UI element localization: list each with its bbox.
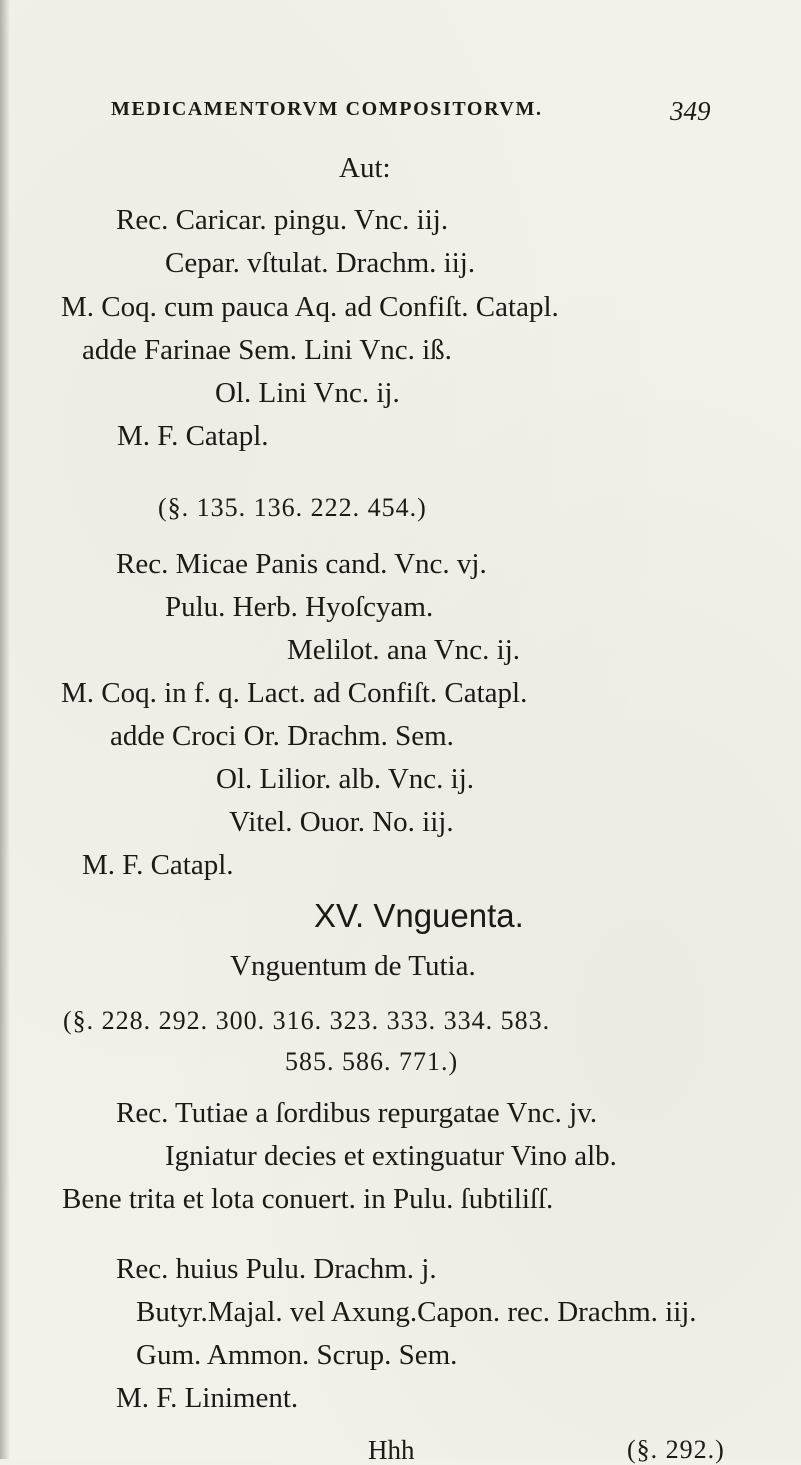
recipe-line: Rec. Caricar. pingu. Vnc. iij.: [116, 204, 449, 236]
aut-heading: Aut:: [339, 152, 391, 184]
recipe-line: Melilot. ana Vnc. ij.: [287, 634, 521, 666]
page-spine-shadow: [0, 0, 10, 1459]
running-title: MEDICAMENTORVM COMPOSITORVM.: [111, 98, 543, 120]
recipe-line: M. F. Liniment.: [116, 1382, 299, 1414]
recipe-line: M. Coq. cum pauca Aq. ad Confiſt. Catapl.: [61, 291, 559, 323]
recipe-line: Igniatur decies et extinguatur Vino alb.: [165, 1140, 617, 1172]
recipe-line: adde Croci Or. Drachm. Sem.: [110, 720, 454, 752]
recipe-line: Cepar. vſtulat. Drachm. iij.: [165, 247, 476, 279]
catchword: (§. 292.): [627, 1435, 725, 1464]
recipe-line: Bene trita et lota conuert. in Pulu. ſubtiliſſ.: [62, 1183, 554, 1215]
section-reference: (§. 135. 136. 222. 454.): [158, 493, 427, 522]
recipe-line: M. F. Catapl.: [117, 420, 269, 452]
page-number: 349: [670, 96, 711, 126]
section-subtitle: Vnguentum de Tutia.: [230, 950, 476, 982]
recipe-line: adde Farinae Sem. Lini Vnc. iß.: [82, 334, 452, 366]
signature-mark: Hhh: [368, 1435, 415, 1465]
recipe-line: Pulu. Herb. Hyoſcyam.: [165, 591, 434, 623]
recipe-line: Rec. Micae Panis cand. Vnc. vj.: [116, 548, 487, 580]
recipe-line: Vitel. Ouor. No. iij.: [229, 806, 454, 838]
section-reference-line2: 585. 586. 771.): [285, 1047, 459, 1076]
recipe-line: M. F. Catapl.: [82, 849, 234, 881]
recipe-line: Ol. Lilior. alb. Vnc. ij.: [216, 763, 475, 795]
section-title: XV. Vnguenta.: [314, 897, 524, 934]
recipe-line: M. Coq. in f. q. Lact. ad Confiſt. Catapl.: [61, 677, 528, 709]
recipe-line: Butyr.Majal. vel Axung.Capon. rec. Drachm. iij.: [136, 1296, 697, 1328]
section-reference-line1: (§. 228. 292. 300. 316. 323. 333. 334. 583.: [63, 1006, 551, 1035]
recipe-line: Rec. Tutiae a ſordibus repurgatae Vnc. jv.: [116, 1097, 598, 1129]
recipe-line: Rec. huius Pulu. Drachm. j.: [116, 1253, 437, 1285]
recipe-line: Ol. Lini Vnc. ij.: [215, 377, 400, 409]
recipe-line: Gum. Ammon. Scrup. Sem.: [136, 1339, 458, 1371]
